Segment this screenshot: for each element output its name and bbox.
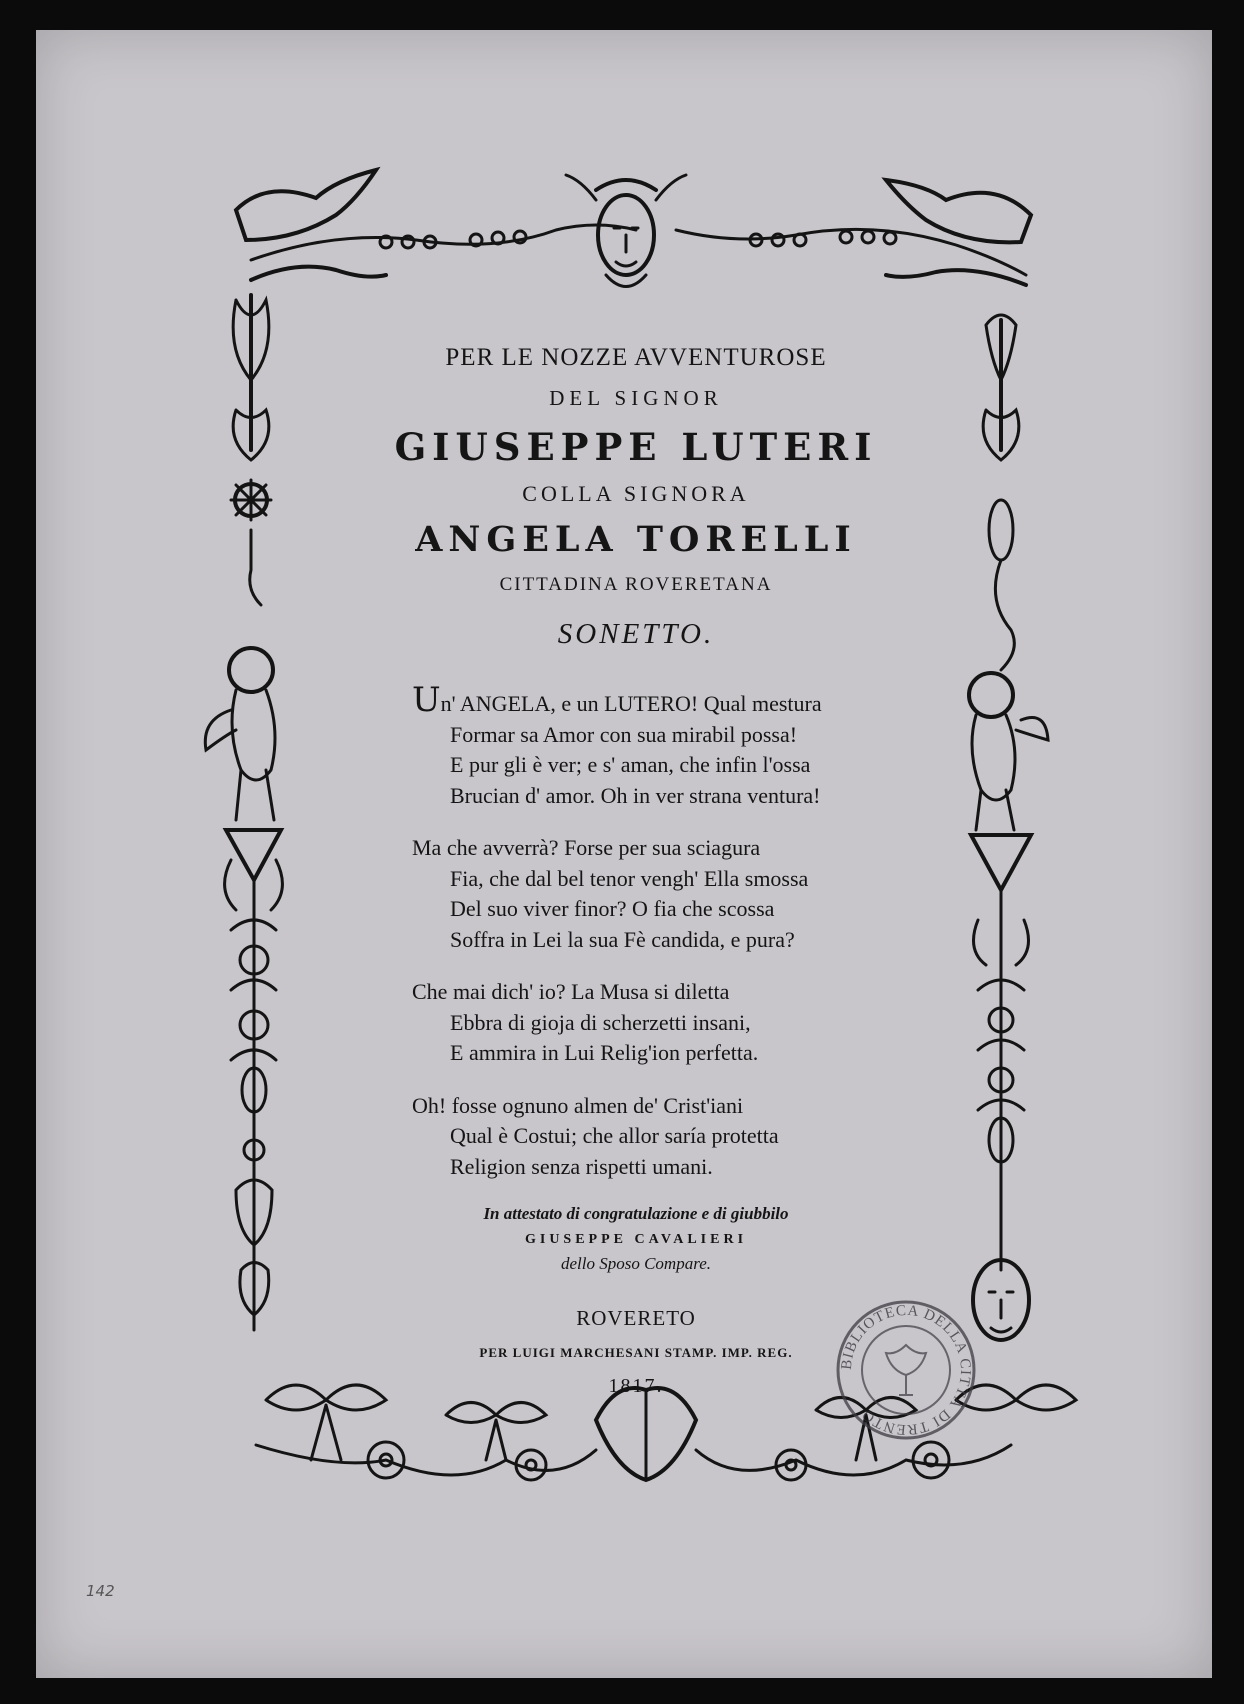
sonnet-body — [412, 680, 946, 1182]
bride-prefix: COLLA SIGNORA — [522, 481, 750, 506]
verse-line: E pur gli è ver; e s' aman, che infin l'ossa — [450, 752, 811, 777]
stanza-3 — [412, 977, 946, 1069]
verse-line: Formar sa Amor con sua mirabil possa! — [450, 721, 798, 747]
groom-prefix: DEL SIGNOR — [549, 386, 723, 410]
verse-line: Del suo viver finor? O fia che scossa — [450, 896, 775, 921]
stamp-text: BIBLIOTECA DELLA CITTÀ DI TRENTO — [838, 1302, 974, 1438]
groom-name: GIUSEPPE LUTERI — [394, 425, 878, 469]
imprint-year: 1817. — [608, 1375, 664, 1397]
stanza-4 — [412, 1091, 946, 1183]
paper-sheet — [36, 30, 1212, 1678]
verse-line: Religion senza rispetti umani. — [450, 1153, 713, 1179]
author-role: dello Sposo Compare. — [560, 1254, 711, 1273]
broadside-text — [326, 300, 946, 1398]
imprint-city: ROVERETO — [576, 1306, 696, 1330]
sonnet-title: SONETTO. — [557, 618, 715, 650]
stanza-1 — [412, 680, 946, 811]
verse-line: E ammira in Lui Relig'ion perfetta. — [450, 1040, 759, 1065]
eagle-icon — [886, 1345, 926, 1395]
drop-cap: U — [412, 680, 441, 720]
verse-line: Qual è Costui; che allor saría protetta — [450, 1123, 779, 1148]
dedication-line: In attestato di congratulazione e di giubbilo — [483, 1204, 789, 1223]
author-name: GIUSEPPE CAVALIERI — [524, 1232, 748, 1247]
bride-name: ANGELA TORELLI — [415, 519, 857, 560]
verse-line: Soffra in Lei la sua Fè candida, e pura? — [450, 926, 795, 952]
shelfmark: 142 — [86, 1582, 115, 1600]
stanza-2 — [412, 833, 946, 955]
verse-line: Ma che avverrà? Forse per sua sciagura — [412, 835, 761, 860]
occasion-line: PER LE NOZZE AVVENTUROSE — [445, 344, 827, 371]
verse-line: Brucian d' amor. Oh in ver strana ventura! — [450, 782, 821, 808]
verse-line: Fia, che dal bel tenor vengh' Ella smossa — [450, 865, 809, 891]
verse-line — [412, 680, 946, 720]
verse-line: Che mai dich' io? La Musa si diletta — [412, 979, 730, 1004]
verse-line: Oh! fosse ognuno almen de' Crist'iani — [412, 1092, 744, 1118]
library-stamp — [831, 1295, 981, 1445]
bride-origin: CITTADINA ROVERETANA — [499, 574, 773, 595]
imprint-printer: PER LUIGI MARCHESANI STAMP. IMP. REG. — [479, 1345, 793, 1360]
verse-text: n' ANGELA, e un LUTERO! Qual mestura — [440, 691, 822, 716]
verse-line: Ebbra di gioja di scherzetti insani, — [450, 1009, 751, 1035]
